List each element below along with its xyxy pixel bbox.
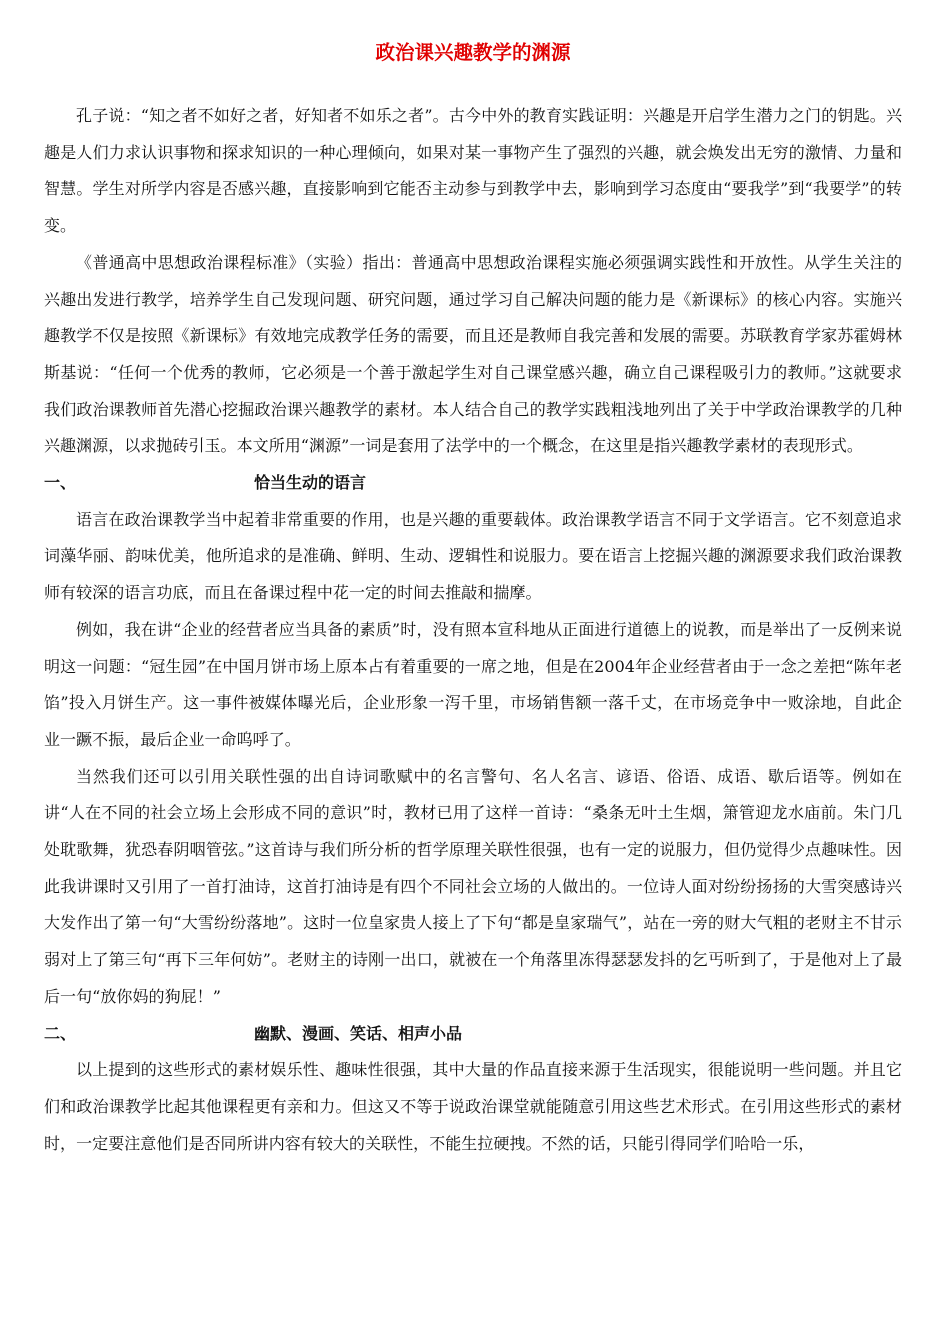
section-1-title: 恰当生动的语言 (254, 473, 367, 493)
intro-paragraph-1: 孔子说：“知之者不如好之者，好知者不如乐之者”。古今中外的教育实践证明：兴趣是开启学生潜力之门的钥匙。兴趣是人们力求认识事物和探求知识的一种心理倾向，如果对某一事物产生了强烈的兴趣，就会焕发出无穷的激情、力量和智慧。学生对所学内容是否感兴趣，直接影响到它能否主动参与到教学中去，影响到学习态度由“要我学”到“我要学”的转变。 (44, 106, 902, 236)
section-1-paragraph-2: 例如，我在讲“企业的经营者应当具备的素质”时，没有照本宣科地从正面进行道德上的说教，而是举出了一反例来说明这一问题：“冠生园”在中国月饼市场上原本占有着重要的一席之地，但是在2004年企业经营者由于一念之差把“陈年老馅”投入月饼生产。这一事件被媒体曝光后，企业形象一泻千里，市场销售额一落千丈，在市场竞争中一败涂地，自此企业一蹶不振，最后企业一命呜呼了。 (44, 619, 902, 749)
intro-paragraph-2: 《普通高中思想政治课程标准》（实验）指出：普通高中思想政治课程实施必须强调实践性和开放性。从学生关注的兴趣出发进行教学，培养学生自己发现问题、研究问题，通过学习自己解决问题的能力是《新课标》的核心内容。实施兴趣教学不仅是按照《新课标》有效地完成教学任务的需要，而且还是教师自我完善和发展的需要。苏联教育学家苏霍姆林斯基说：“任何一个优秀的教师，它必须是一个善于激起学生对自己课堂感兴趣，确立自己课程吸引力的教师。”这就要求我们政治课教师首先潜心挖掘政治课兴趣教学的素材。本人结合自己的教学实践粗浅地列出了关于中学政治课教学的几种兴趣渊源，以求抛砖引玉。本文所用“渊源”一词是套用了法学中的一个概念，在这里是指兴趣教学素材的表现形式。 (44, 252, 902, 456)
section-1-heading (44, 465, 902, 502)
section-2-title: 幽默、漫画、笑话、相声小品 (254, 1023, 463, 1043)
section-2-number: 二、 (44, 1023, 77, 1043)
document-title: 政治课兴趣教学的渊源 (375, 41, 571, 64)
section-1-paragraph-1: 语言在政治课教学当中起着非常重要的作用，也是兴趣的重要载体。政治课教学语言不同于文学语言。它不刻意追求词藻华丽、韵味优美，他所追求的是准确、鲜明、生动、逻辑性和说服力。要在语言上挖掘兴趣的渊源要求我们政治课教师有较深的语言功底，而且在备课过程中花一定的时间去推敲和揣摩。 (44, 509, 902, 603)
section-2-heading (44, 1016, 902, 1053)
section-1-paragraph-3: 当然我们还可以引用关联性强的出自诗词歌赋中的名言警句、名人名言、谚语、俗语、成语、歇后语等。例如在讲“人在不同的社会立场上会形成不同的意识”时，教材已用了这样一首诗：“桑条无叶土生烟，箫管迎龙水庙前。朱门几处耽歌舞，犹恐春阴咽管弦。”这首诗与我们所分析的哲学原理关联性很强，也有一定的说服力，但仍觉得少点趣味性。因此我讲课时又引用了一首打油诗，这首打油诗是有四个不同社会立场的人做出的。一位诗人面对纷纷扬扬的大雪突感诗兴大发作出了第一句“大雪纷纷落地”。这时一位皇家贵人接上了下句“都是皇家瑞气”，站在一旁的财大气粗的老财主不甘示弱对上了第三句“再下三年何妨”。老财主的诗刚一出口，就被在一个角落里冻得瑟瑟发抖的乞丐听到了，于是他对上了最后一句“放你妈的狗屁！” (44, 766, 902, 1006)
section-1-number: 一、 (44, 473, 77, 493)
section-2-paragraph-1: 以上提到的这些形式的素材娱乐性、趣味性很强，其中大量的作品直接来源于生活现实，很能说明一些问题。并且它们和政治课教学比起其他课程更有亲和力。但这又不等于说政治课堂就能随意引用这些艺术形式。在引用这些形式的素材时，一定要注意他们是否同所讲内容有较大的关联性，不能生拉硬拽。不然的话，只能引得同学们哈哈一乐， (44, 1060, 902, 1153)
